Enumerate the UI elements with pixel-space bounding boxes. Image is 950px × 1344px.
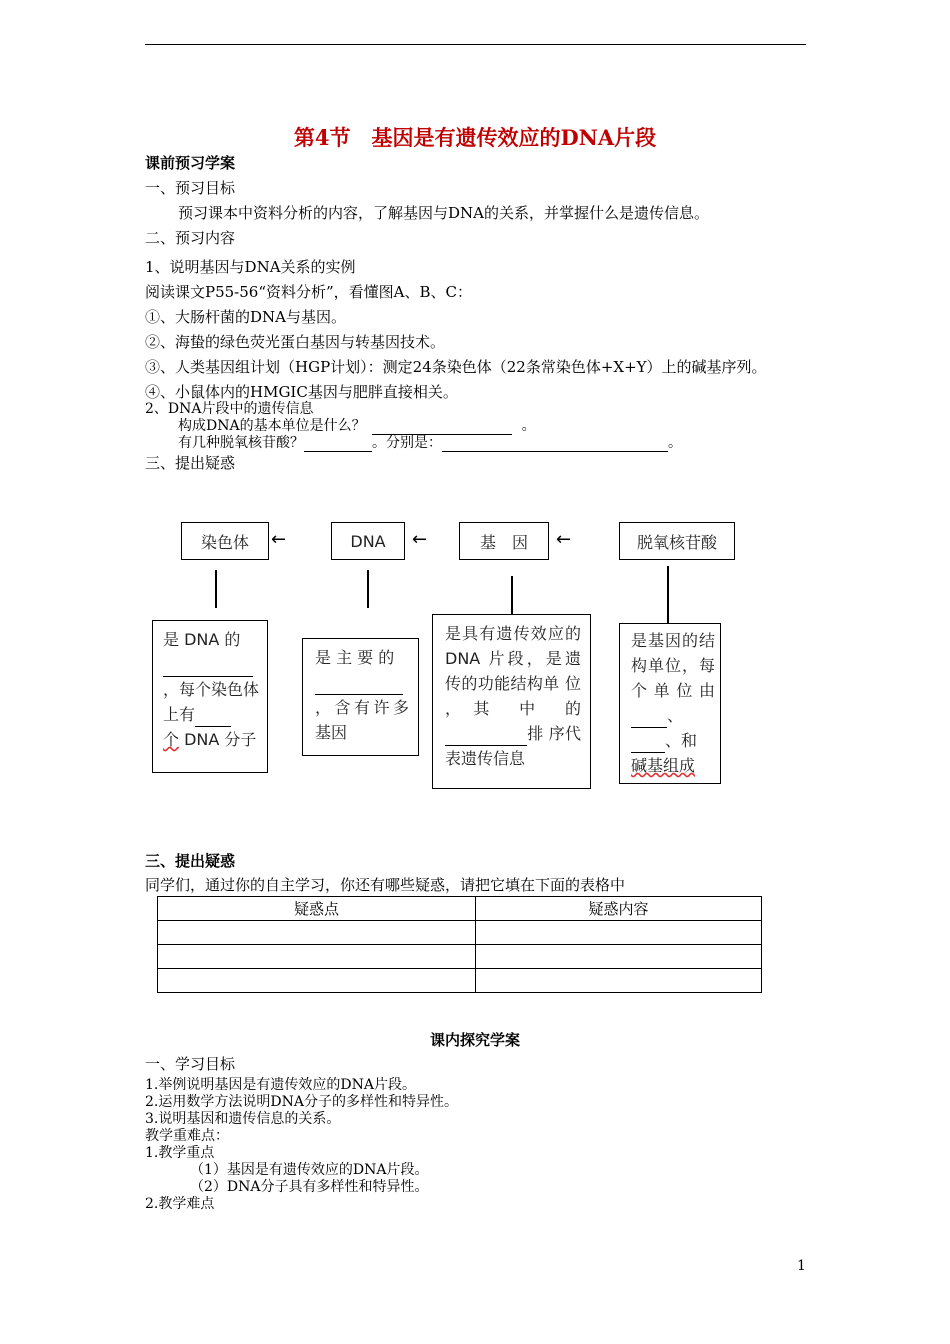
goal-3: 3.说明基因和遗传信息的关系。 [145, 1111, 341, 1127]
answer-blank[interactable] [163, 658, 253, 677]
connector-line [667, 566, 669, 626]
desc-nucleotide-line1: 是基因的结构单位，每个单位由 [631, 631, 715, 700]
desc-dna-line1: 是 主 要 的 [315, 648, 395, 667]
answer-blank[interactable] [631, 709, 667, 728]
goal-1: 1.举例说明基因是有遗传效应的DNA片段。 [145, 1077, 416, 1093]
answer-blank[interactable] [631, 734, 665, 753]
read-line: 阅读课文P55-56“资料分析”，看懂图A、B、C： [145, 283, 473, 301]
key-heading: 教学重难点： [145, 1128, 229, 1144]
answer-blank[interactable] [445, 727, 527, 746]
desc-chromosome [152, 620, 268, 773]
box-chromosome-label: 染色体 [200, 532, 249, 552]
goal-heading: 一、预习目标 [145, 179, 236, 197]
connector-line [215, 570, 217, 608]
question-1-text: 构成DNA的基本单位是什么？ [178, 418, 366, 434]
table-row [158, 945, 762, 969]
desc-nucleotide-and: 、和 [665, 731, 698, 750]
arrow-left-icon: ← [271, 529, 287, 550]
content-1: ①、大肠杆菌的DNA与基因。 [145, 308, 346, 326]
box-chromosome [181, 522, 269, 560]
header-rule [145, 44, 806, 45]
box-nucleotide [619, 522, 735, 560]
connector-line [511, 576, 513, 614]
content-heading: 二、预习内容 [145, 229, 236, 247]
table-cell[interactable] [158, 921, 476, 945]
raise-doubts: 三、提出疑惑 [145, 454, 236, 472]
answer-blank[interactable] [442, 437, 668, 452]
table-row [158, 969, 762, 993]
question-2-mid: 。分别是： [372, 435, 442, 451]
table-header-row [158, 897, 762, 921]
question-2 [178, 432, 682, 452]
key-1b: （2）DNA分子具有多样性和特异性。 [190, 1179, 429, 1195]
key-1a: （1）基因是有遗传效应的DNA片段。 [190, 1162, 429, 1178]
item2: 2、DNA片段中的遗传信息 [145, 401, 314, 417]
key-2: 2.教学难点 [145, 1196, 215, 1212]
box-dna-label: DNA [350, 531, 386, 551]
content-2: ②、海蛰的绿色荧光蛋白基因与转基因技术。 [145, 333, 446, 351]
page-number: 1 [797, 1258, 806, 1274]
box-gene-label: 基 因 [479, 532, 528, 552]
table-cell[interactable] [476, 945, 762, 969]
goal-text: 预习课本中资料分析的内容，了解基因与DNA的关系，并掌握什么是遗传信息。 [178, 204, 709, 222]
desc-dna-line2: ，含有许多基因 [315, 698, 409, 742]
table-cell[interactable] [158, 945, 476, 969]
question-2-text: 有几种脱氧核苷酸？ [178, 435, 304, 451]
inclass-goal-heading: 一、学习目标 [145, 1055, 236, 1073]
answer-blank[interactable] [315, 676, 403, 695]
key-1: 1.教学重点 [145, 1145, 215, 1161]
box-nucleotide-label: 脱氧核苷酸 [636, 532, 717, 552]
doubts-heading: 三、提出疑惑 [145, 852, 236, 870]
desc-gene-line1: 是具有遗传效应的 DNA 片段，是遗传的功能结构单 位 ，其 中 的 [445, 624, 581, 718]
goal-2: 2.运用数学方法说明DNA分子的多样性和特异性。 [145, 1094, 458, 1110]
inclass-heading: 课内探究学案 [429, 1031, 520, 1049]
box-dna [331, 522, 405, 560]
desc-gene-line2: 排 序代表遗传信息 [445, 724, 581, 768]
connector-line [367, 570, 369, 608]
desc-chromosome-line2: ，每个染色体上有 [163, 680, 260, 724]
doubts-intro: 同学们，通过你的自主学习，你还有哪些疑惑，请把它填在下面的表格中 [145, 876, 626, 894]
box-gene [459, 522, 549, 560]
pre-heading: 课前预习学案 [145, 154, 236, 172]
content-4: ④、小鼠体内的HMGIC基因与肥胖直接相关。 [145, 383, 458, 401]
desc-dna [302, 638, 419, 756]
desc-chromosome-line3: DNA 分子 [179, 730, 257, 749]
arrow-left-icon: ← [412, 529, 428, 550]
desc-gene [432, 614, 591, 789]
question-1-end: 。 [521, 418, 536, 434]
desc-nucleotide-sep: 、 [667, 706, 684, 725]
table-cell[interactable] [158, 969, 476, 993]
table-cell[interactable] [476, 921, 762, 945]
table-row [158, 921, 762, 945]
page-title: 第4节 基因是有遗传效应的DNA片段 [293, 125, 657, 150]
arrow-left-icon: ← [556, 529, 572, 550]
desc-nucleotide [619, 623, 721, 784]
desc-chromosome-line1: 是 DNA 的 [163, 630, 241, 649]
question-2-end: 。 [668, 435, 682, 451]
content-3: ③、人类基因组计划（HGP计划）：测定24条染色体（22条常染色体+X+Y）上的碱基序列。 [145, 358, 767, 376]
answer-blank[interactable] [195, 708, 231, 727]
desc-chromosome-unit: 个 [163, 730, 180, 749]
desc-nucleotide-line3: 碱基组成 [631, 756, 696, 775]
table-cell[interactable] [476, 969, 762, 993]
item1: 1、说明基因与DNA关系的实例 [145, 258, 356, 276]
doubts-table [157, 896, 762, 993]
col-header-content: 疑惑内容 [476, 897, 762, 921]
answer-blank[interactable] [304, 437, 372, 452]
col-header-point: 疑惑点 [158, 897, 476, 921]
